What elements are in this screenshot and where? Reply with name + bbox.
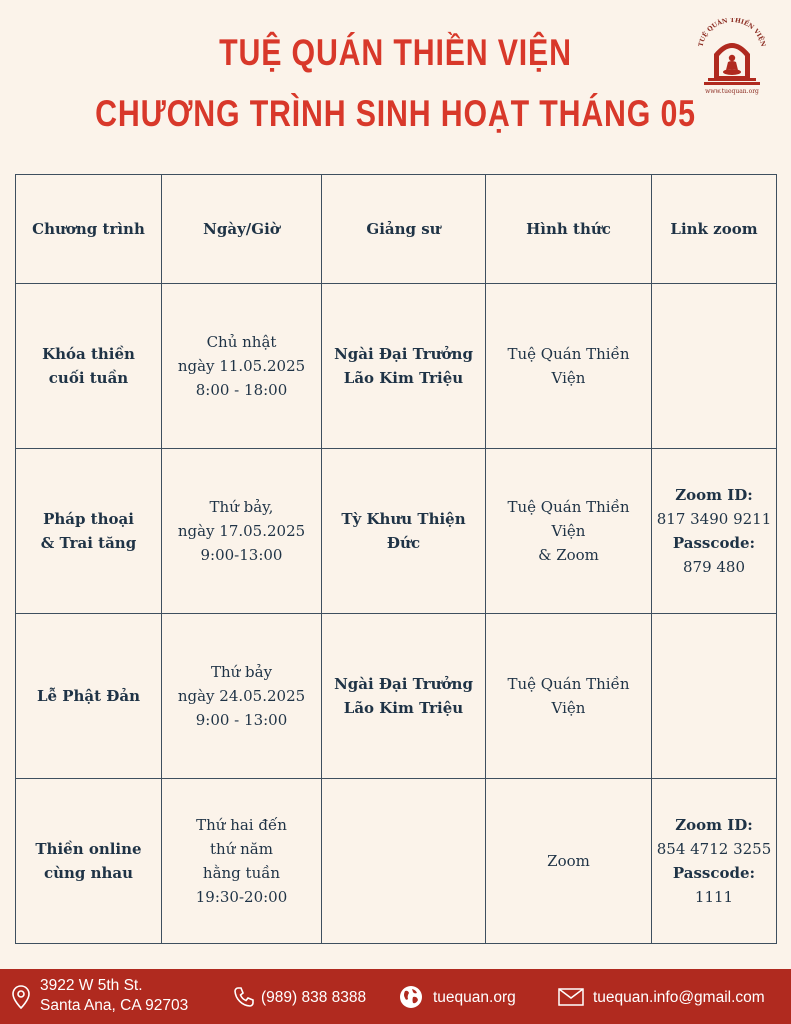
datetime-cell-line: Thứ bảy,: [209, 498, 274, 516]
header-datetime: Ngày/Giờ: [162, 175, 322, 284]
footer-bar: [0, 969, 791, 1024]
table-row: [16, 284, 777, 449]
zoom-cell: [652, 614, 777, 779]
datetime-cell-line: 19:30-20:00: [195, 888, 288, 906]
datetime-cell-line: ngày 17.05.2025: [177, 522, 306, 540]
program-cell-line: cuối tuần: [48, 369, 129, 387]
datetime-cell: [162, 614, 322, 779]
format-cell-line: Zoom: [547, 852, 590, 870]
table-row: [16, 614, 777, 779]
zoom-cell-line: 817 3490 9211: [656, 510, 772, 528]
footer-website-text[interactable]: tuequan.org: [433, 989, 516, 1006]
format-cell: [486, 779, 652, 944]
format-cell-line: Tuệ Quán Thiền Viện: [507, 498, 630, 540]
header-format: Hình thức: [486, 175, 652, 284]
page-title: TUỆ QUÁN THIỀN VIỆN: [219, 32, 572, 73]
logo-arc-text: TUỆ QUÁN THIỀN VIỆN: [697, 18, 767, 48]
format-cell-line: & Zoom: [538, 546, 599, 564]
teacher-cell: [322, 779, 486, 944]
zoom-cell-line: Zoom ID:: [675, 486, 753, 504]
program-cell-line: Pháp thoại: [43, 510, 134, 528]
program-cell-line: Lễ Phật Đản: [36, 687, 141, 705]
footer-phone-text[interactable]: (989) 838 8388: [261, 989, 367, 1006]
format-cell: [486, 614, 652, 779]
datetime-cell: [162, 284, 322, 449]
header-program: Chương trình: [16, 175, 162, 284]
schedule-table: [15, 174, 777, 944]
format-cell: [486, 284, 652, 449]
program-cell-line: Thiền online: [35, 840, 142, 858]
datetime-cell-line: Thứ hai đến: [196, 816, 287, 834]
datetime-cell-line: 9:00 - 13:00: [195, 711, 288, 729]
teacher-cell: [322, 284, 486, 449]
teacher-cell: [322, 449, 486, 614]
zoom-cell-line: Passcode:: [672, 864, 756, 882]
table-row: [16, 779, 777, 944]
globe-icon: [398, 984, 424, 1010]
header-zoom-link: Link zoom: [652, 175, 777, 284]
zoom-cell-line: 1111: [694, 888, 734, 906]
logo-website: www.tuequan.org: [705, 88, 759, 95]
format-cell-line: Tuệ Quán Thiền Viện: [507, 345, 630, 387]
zoom-cell-line: 854 4712 3255: [656, 840, 772, 858]
zoom-cell-line: 879 480: [682, 558, 746, 576]
location-pin-icon: [10, 984, 32, 1010]
zoom-cell: [652, 284, 777, 449]
footer-address-line2: Santa Ana, CA 92703: [40, 997, 189, 1014]
format-cell: [486, 449, 652, 614]
program-cell-line: cùng nhau: [43, 864, 134, 882]
program-cell-line: Khóa thiền: [42, 345, 135, 363]
page-subtitle: CHƯƠNG TRÌNH SINH HOẠT THÁNG 05: [95, 93, 696, 134]
datetime-cell-line: Chủ nhật: [206, 333, 277, 351]
datetime-cell-line: hằng tuần: [202, 864, 281, 882]
header-teacher: Giảng sư: [322, 175, 486, 284]
meditating-buddha-icon: [692, 18, 772, 98]
datetime-cell-line: 8:00 - 18:00: [195, 381, 288, 399]
datetime-cell-line: 9:00-13:00: [200, 546, 283, 564]
teacher-cell-line: Ngài Đại Trưởng: [334, 675, 473, 693]
program-cell-line: & Trai tăng: [40, 534, 137, 552]
datetime-cell: [162, 449, 322, 614]
program-cell: [16, 779, 162, 944]
teacher-cell: [322, 614, 486, 779]
teacher-cell-line: Ngài Đại Trưởng: [334, 345, 473, 363]
program-cell: [16, 449, 162, 614]
temple-logo: [692, 18, 772, 98]
table-row: [16, 449, 777, 614]
table-header-row: [16, 175, 777, 284]
phone-icon: [232, 985, 256, 1009]
teacher-cell-line: Lão Kim Triệu: [343, 369, 464, 387]
footer-address-line1: 3922 W 5th St.: [40, 977, 143, 994]
zoom-cell-line: Passcode:: [672, 534, 756, 552]
datetime-cell-line: Thứ bảy: [210, 663, 273, 681]
teacher-cell-line: Lão Kim Triệu: [343, 699, 464, 717]
program-cell: [16, 284, 162, 449]
teacher-cell-line: Tỳ Khưu Thiện Đức: [341, 510, 466, 552]
zoom-cell: [652, 779, 777, 944]
datetime-cell-line: ngày 11.05.2025: [177, 357, 306, 375]
datetime-cell-line: ngày 24.05.2025: [177, 687, 306, 705]
zoom-cell: [652, 449, 777, 614]
zoom-cell-line: Zoom ID:: [675, 816, 753, 834]
datetime-cell: [162, 779, 322, 944]
datetime-cell-line: thứ năm: [210, 840, 273, 858]
footer-email-text[interactable]: tuequan.info@gmail.com: [593, 989, 765, 1006]
format-cell-line: Tuệ Quán Thiền Viện: [507, 675, 630, 717]
program-cell: [16, 614, 162, 779]
mail-icon: [558, 988, 584, 1006]
